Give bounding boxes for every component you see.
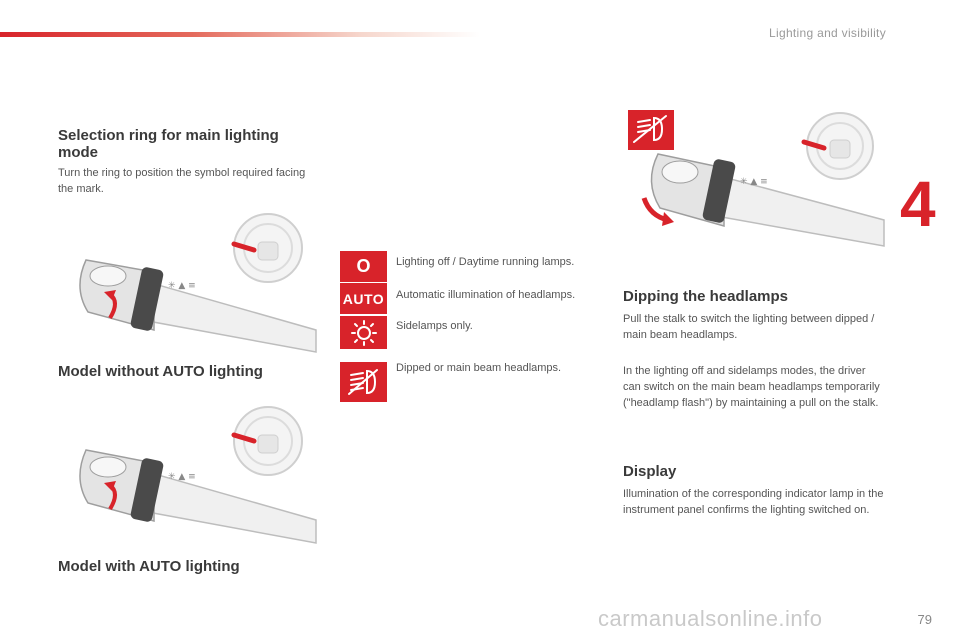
legend-lighting-off: Lighting off / Daytime running lamps. — [396, 256, 575, 268]
chapter-number: 4 — [900, 168, 936, 240]
legend-headlamps: Dipped or main beam headlamps. — [396, 362, 562, 374]
legend-auto: Automatic illumination of headlamps. — [396, 289, 576, 301]
selection-ring-body: Turn the ring to position the symbol required facing the mark. — [58, 167, 306, 195]
display-body: Illumination of the corresponding indicator lamp in the instrument panel confirms the lighting switched on. — [623, 488, 884, 516]
header-accent-bar — [0, 32, 480, 37]
svg-text:✳ ▲ ≡: ✳ ▲ ≡ — [740, 177, 768, 187]
section-title: Lighting and visibility — [769, 26, 886, 40]
model-without-auto-title: Model without AUTO lighting — [58, 363, 263, 380]
sidelamps-icon — [340, 316, 387, 349]
stalk-illustration-with-auto — [58, 405, 320, 555]
selection-ring-title: Selection ring for main lighting mode — [58, 127, 279, 161]
model-with-auto-title: Model with AUTO lighting — [58, 558, 240, 575]
stalk-illustration-without-auto — [58, 210, 320, 360]
dipping-headlamps-title: Dipping the headlamps — [623, 288, 789, 305]
headlamp-icon — [340, 362, 387, 402]
svg-text:✳ ▲ ≡: ✳ ▲ ≡ — [168, 281, 196, 291]
watermark: carmanualsonline.info — [598, 606, 823, 631]
page-number: 79 — [917, 612, 932, 627]
svg-text:✳ ▲ ≡: ✳ ▲ ≡ — [168, 472, 196, 482]
display-title: Display — [623, 463, 677, 480]
headlamp-flash-body: In the lighting off and sidelamps modes, the driver can switch on the main beam headlamps temporarily ("headlamp flash") by maintaining a pull on the stalk. — [623, 365, 880, 409]
auto-icon: AUTO — [340, 283, 387, 314]
lighting-off-icon: O — [340, 251, 387, 282]
legend-sidelamps: Sidelamps only. — [396, 320, 473, 332]
dipping-stalk-illustration — [624, 108, 886, 256]
dipping-headlamps-body: Pull the stalk to switch the lighting between dipped / main beam headlamps. — [623, 313, 875, 341]
